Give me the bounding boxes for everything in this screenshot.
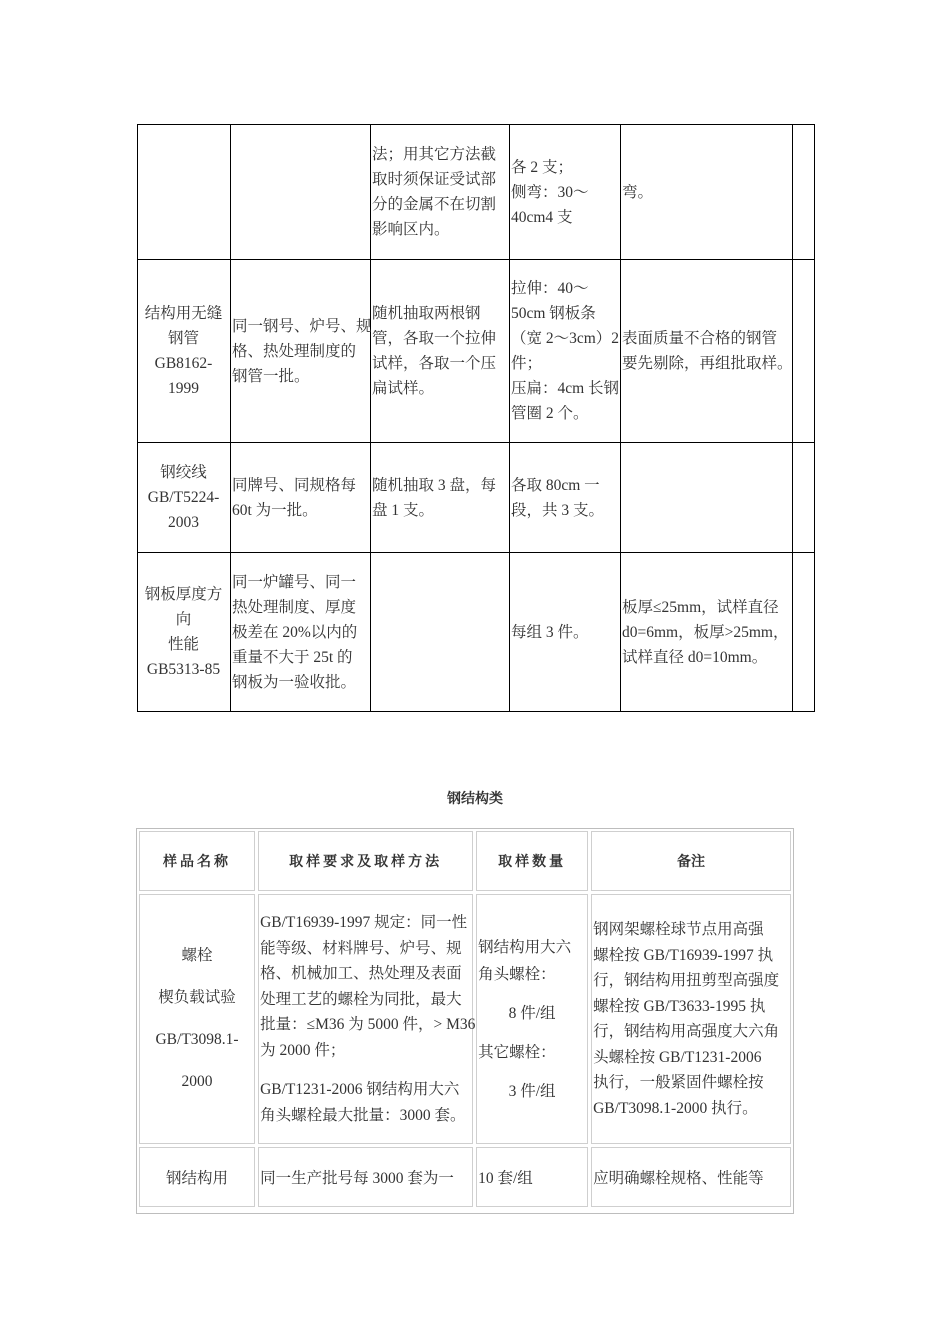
t1-r3-c1: 钢板厚度方 向 性能 GB5313-85 (138, 553, 231, 712)
table-row (138, 553, 815, 712)
t2-r2-c2: 同一生产批号每 3000 套为一 (258, 1147, 473, 1207)
t1-r0-c1 (138, 125, 231, 260)
table-row (139, 1147, 791, 1207)
header-sampling-quantity: 取样数量 (476, 831, 588, 891)
sampling-table-2 (136, 828, 794, 1210)
table-row (138, 443, 815, 553)
section-title: 钢结构类 (447, 791, 503, 807)
table-header-row (139, 831, 791, 891)
table-row (139, 894, 791, 1144)
t2-r1-c3: 钢结构用大六 角头螺栓： 8 件/组 其它螺栓： 3 件/组 (476, 894, 588, 1144)
header-sample-name: 样品名称 (139, 831, 255, 891)
t2-r2-c3: 10 套/组 (476, 1147, 588, 1207)
t1-r3-c2: 同一炉罐号、同一 热处理制度、厚度 极差在 20%以内的 重量不大于 25t 的 钢板为一验收批。 (231, 553, 371, 712)
t1-r2-c1: 钢绞线 GB/T5224- 2003 (138, 443, 231, 553)
t1-r0-c5: 弯。 (621, 125, 793, 260)
table-row (138, 125, 815, 260)
t2-r2-c1: 钢结构用 (139, 1147, 255, 1207)
t2-r1-c2: GB/T16939-1997 规定：同一性 能等级、材料牌号、炉号、规 格、机械加工、热处理及表面 处理工艺的螺栓为同批，最大 批量：≤M36 为 5000 件，> M36 为 2000 件； GB/T1231-2006 钢结构用大六 角头螺栓最大批量：3000 套。 (258, 894, 473, 1144)
t1-r2-c4: 各取 80cm 一 段，共 3 支。 (510, 443, 621, 553)
t1-r3-c4: 每组 3 件。 (510, 553, 621, 712)
header-remarks: 备注 (591, 831, 791, 891)
t1-r2-c3: 随机抽取 3 盘，每 盘 1 支。 (371, 443, 510, 553)
t1-r1-c6 (793, 260, 815, 443)
t2-r2-c4: 应明确螺栓规格、性能等 (591, 1147, 791, 1207)
t1-r3-c6 (793, 553, 815, 712)
t1-r1-c5: 表面质量不合格的钢管 要先剔除，再组批取样。 (621, 260, 793, 443)
t1-r1-c1: 结构用无缝 钢管 GB8162- 1999 (138, 260, 231, 443)
t1-r3-c5: 板厚≤25mm，试样直径 d0=6mm，板厚>25mm， 试样直径 d0=10mm。 (621, 553, 793, 712)
t2-r1-c1: 螺栓 楔负载试验 GB/T3098.1- 2000 (139, 894, 255, 1144)
t1-r1-c4: 拉伸：40～ 50cm 钢板条 （宽 2～3cm）2 件； 压扁：4cm 长钢 管圈 2 个。 (510, 260, 621, 443)
sampling-table-1 (137, 124, 815, 712)
t2-r1-c4: 钢网架螺栓球节点用高强 螺栓按 GB/T16939-1997 执 行，钢结构用扭剪型高强度 螺栓按 GB/T3633-1995 执 行，钢结构用高强度大六角 头螺栓按 GB/T1231-2006 执行，一般紧固件螺栓按 GB/T3098.1-2000 执行。 (591, 894, 791, 1144)
t1-r1-c3: 随机抽取两根钢 管，各取一个拉伸 试样，各取一个压 扁试样。 (371, 260, 510, 443)
table-row (138, 260, 815, 443)
t1-r0-c4: 各 2 支； 侧弯：30～ 40cm4 支 (510, 125, 621, 260)
t1-r0-c6 (793, 125, 815, 260)
t1-r2-c5 (621, 443, 793, 553)
t1-r0-c3: 法；用其它方法截 取时须保证受试部 分的金属不在切割 影响区内。 (371, 125, 510, 260)
t1-r2-c2: 同牌号、同规格每 60t 为一批。 (231, 443, 371, 553)
t1-r0-c2 (231, 125, 371, 260)
t1-r3-c3 (371, 553, 510, 712)
t1-r2-c6 (793, 443, 815, 553)
header-sampling-method: 取样要求及取样方法 (258, 831, 473, 891)
t1-r1-c2: 同一钢号、炉号、规 格、热处理制度的 钢管一批。 (231, 260, 371, 443)
